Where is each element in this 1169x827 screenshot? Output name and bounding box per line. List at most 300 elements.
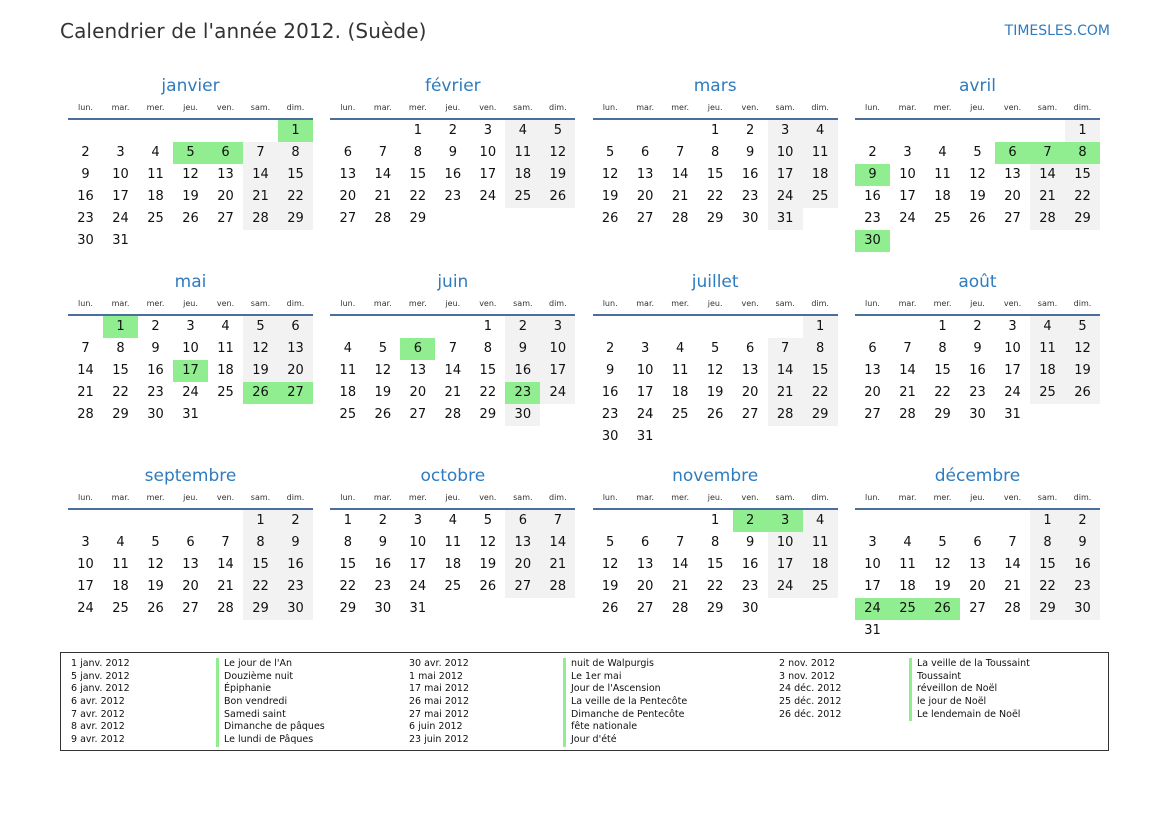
weekday-label: ven.	[479, 492, 497, 502]
day-cell: 14	[540, 532, 575, 554]
day-cell: 12	[243, 338, 278, 360]
day-cell: 3	[186, 319, 195, 334]
empty-cell	[173, 510, 208, 532]
page-title: Calendrier de l'année 2012. (Suède)	[60, 19, 427, 43]
weekday-header	[330, 292, 575, 316]
day-grid	[593, 120, 838, 230]
day-grid	[330, 316, 575, 426]
weekday-label: jeu.	[183, 492, 198, 502]
holiday-names-column	[909, 658, 1030, 721]
weekday-label: ven.	[216, 102, 235, 112]
day-cell: 27	[182, 601, 199, 616]
day-cell: 22	[934, 385, 951, 400]
weekday-label: ven.	[1003, 492, 1022, 502]
day-cell: 29	[934, 407, 951, 422]
day-cell: 23	[741, 579, 759, 594]
day-cell: 6	[505, 510, 540, 532]
day-cell: 16	[374, 557, 392, 572]
day-cell: 9	[151, 341, 160, 356]
holiday-date: 3 nov. 2012	[779, 670, 835, 682]
day-cell: 29	[479, 407, 497, 422]
day-cell: 21	[1030, 186, 1065, 208]
day-cell: 8	[413, 145, 422, 160]
weekday-label: mar.	[373, 492, 392, 502]
day-cell: 17	[479, 167, 497, 182]
day-cell: 2	[151, 319, 160, 334]
day-cell: 17	[1004, 363, 1021, 378]
day-cell: 14	[1004, 557, 1021, 572]
day-cell: 9	[505, 338, 540, 360]
day-cell: 22	[706, 189, 724, 204]
weekday-label: jeu.	[707, 102, 723, 112]
day-cell: 8	[1030, 532, 1065, 554]
day-cell: 2	[973, 319, 982, 334]
day-cell: 28	[243, 208, 278, 230]
holiday-name: Bon vendredi	[216, 696, 325, 709]
weekday-label: lun.	[340, 298, 356, 308]
weekday-label: sam.	[775, 298, 795, 308]
day-cell: 18	[147, 189, 164, 204]
day-cell: 12	[706, 363, 724, 378]
weekday-label: mer.	[933, 102, 952, 112]
day-grid	[330, 120, 575, 230]
holiday-date: 24 déc. 2012	[779, 683, 842, 695]
weekday-label: sam.	[775, 492, 795, 502]
day-cell: 26	[540, 186, 575, 208]
day-cell: 15	[409, 167, 427, 182]
day-cell: 31	[409, 601, 427, 616]
day-cell: 28	[768, 404, 803, 426]
holiday-day-cell: 8	[1065, 142, 1100, 164]
day-cell: 22	[243, 576, 278, 598]
day-cell: 20	[864, 385, 881, 400]
day-cell: 9	[973, 341, 982, 356]
day-cell: 20	[182, 579, 199, 594]
day-cell: 8	[483, 341, 492, 356]
day-cell: 10	[768, 142, 803, 164]
holiday-name: La veille de la Pentecôte	[563, 696, 687, 709]
day-cell: 1	[1030, 510, 1065, 532]
empty-cell	[925, 510, 960, 532]
day-cell: 11	[217, 341, 234, 356]
day-cell: 28	[1004, 601, 1021, 616]
month-septembre	[68, 466, 313, 660]
holiday-name: fête nationale	[563, 721, 687, 734]
day-cell: 8	[278, 142, 313, 164]
day-cell: 15	[243, 554, 278, 576]
day-cell: 18	[444, 557, 462, 572]
day-cell: 12	[479, 535, 497, 550]
day-cell: 29	[803, 404, 838, 426]
day-cell: 22	[278, 186, 313, 208]
holiday-day-cell: 26	[243, 382, 278, 404]
day-cell: 2	[746, 123, 755, 138]
holiday-name: La veille de la Toussaint	[909, 658, 1030, 671]
day-cell: 3	[116, 145, 125, 160]
day-cell: 2	[868, 145, 877, 160]
day-cell: 29	[339, 601, 357, 616]
day-cell: 24	[540, 382, 575, 404]
weekday-label: sam.	[250, 298, 271, 308]
day-grid	[330, 510, 575, 620]
day-cell: 24	[112, 211, 129, 226]
day-cell: 23	[741, 189, 759, 204]
day-cell: 24	[636, 407, 654, 422]
day-cell: 6	[343, 145, 352, 160]
weekday-label: lun.	[602, 102, 618, 112]
day-grid	[68, 120, 313, 252]
empty-cell	[330, 316, 365, 338]
holiday-day-cell: 6	[400, 338, 435, 360]
holiday-name: Douzième nuit	[216, 671, 325, 684]
weekday-label: dim.	[549, 102, 567, 112]
day-cell: 11	[444, 535, 462, 550]
holiday-day-cell: 2	[733, 510, 768, 532]
day-cell: 19	[147, 579, 164, 594]
weekday-label: mer.	[933, 492, 952, 502]
weekday-label: mar.	[373, 102, 392, 112]
day-cell: 13	[969, 557, 986, 572]
holiday-date: 23 juin 2012	[409, 734, 469, 746]
holiday-date: 26 déc. 2012	[779, 708, 842, 720]
weekday-label: lun.	[602, 492, 618, 502]
holiday-date: 30 avr. 2012	[409, 658, 469, 669]
weekday-label: mer.	[146, 102, 165, 112]
weekday-label: mar.	[636, 298, 655, 308]
day-cell: 27	[339, 211, 357, 226]
day-cell: 15	[339, 557, 357, 572]
day-cell: 15	[1065, 164, 1100, 186]
day-cell: 25	[112, 601, 129, 616]
weekday-label: ven.	[479, 102, 497, 112]
day-cell: 19	[1065, 360, 1100, 382]
day-cell: 21	[217, 579, 234, 594]
weekday-label: jeu.	[707, 298, 723, 308]
day-cell: 20	[1004, 189, 1021, 204]
weekday-label: mar.	[898, 102, 917, 112]
day-cell: 22	[479, 385, 497, 400]
holiday-name: Dimanche de Pentecôte	[563, 709, 687, 722]
day-cell: 18	[112, 579, 129, 594]
holiday-date: 1 mai 2012	[409, 670, 463, 682]
weekday-header	[855, 486, 1100, 510]
day-cell: 24	[768, 576, 803, 598]
day-cell: 7	[676, 535, 685, 550]
day-cell: 25	[217, 385, 234, 400]
day-cell: 22	[409, 189, 427, 204]
day-cell: 15	[479, 363, 497, 378]
empty-cell	[663, 316, 698, 338]
day-cell: 26	[479, 579, 497, 594]
weekday-label: mer.	[671, 298, 690, 308]
day-cell: 21	[1004, 579, 1021, 594]
weekday-label: ven.	[1003, 102, 1022, 112]
day-cell: 3	[768, 120, 803, 142]
day-cell: 6	[278, 316, 313, 338]
day-cell: 20	[409, 385, 427, 400]
day-cell: 25	[803, 186, 838, 208]
day-cell: 11	[934, 167, 951, 182]
month-novembre	[593, 466, 838, 660]
day-cell: 18	[899, 579, 916, 594]
day-cell: 10	[636, 363, 654, 378]
day-cell: 16	[278, 554, 313, 576]
day-cell: 27	[741, 407, 759, 422]
day-cell: 16	[601, 385, 619, 400]
day-cell: 25	[147, 211, 164, 226]
day-cell: 17	[409, 557, 427, 572]
day-cell: 7	[1008, 535, 1017, 550]
weekday-label: jeu.	[445, 298, 461, 308]
month-name: janvier	[161, 76, 220, 96]
day-cell: 13	[1004, 167, 1021, 182]
day-cell: 6	[868, 341, 877, 356]
holiday-name: Le lundi de Pâques	[216, 734, 325, 747]
holiday-day-cell: 5	[173, 142, 208, 164]
weekday-label: mer.	[408, 102, 427, 112]
day-cell: 11	[803, 532, 838, 554]
empty-cell	[138, 120, 173, 142]
day-cell: 30	[969, 407, 986, 422]
day-cell: 28	[77, 407, 94, 422]
holiday-name: Jour de l'Ascension	[563, 683, 687, 696]
empty-cell	[593, 510, 628, 532]
day-cell: 11	[1030, 338, 1065, 360]
day-cell: 19	[969, 189, 986, 204]
day-cell: 20	[339, 189, 357, 204]
weekday-label: lun.	[78, 102, 93, 112]
weekday-label: dim.	[549, 492, 567, 502]
day-cell: 21	[899, 385, 916, 400]
day-cell: 19	[374, 385, 392, 400]
weekday-label: ven.	[216, 492, 235, 502]
holiday-day-cell: 26	[925, 598, 960, 620]
day-cell: 26	[374, 407, 392, 422]
day-cell: 9	[448, 145, 457, 160]
day-cell: 6	[746, 341, 755, 356]
day-cell: 30	[77, 233, 94, 248]
day-cell: 20	[505, 554, 540, 576]
day-cell: 22	[803, 382, 838, 404]
day-cell: 20	[969, 579, 986, 594]
day-cell: 14	[444, 363, 462, 378]
day-cell: 15	[706, 167, 724, 182]
weekday-header	[593, 292, 838, 316]
weekday-header	[593, 96, 838, 120]
weekday-label: mar.	[898, 298, 917, 308]
weekday-label: jeu.	[445, 492, 461, 502]
day-cell: 6	[186, 535, 195, 550]
month-name: février	[424, 76, 481, 96]
day-cell: 15	[706, 557, 724, 572]
weekday-label: dim.	[286, 492, 305, 502]
day-cell: 7	[81, 341, 90, 356]
holiday-date: 5 janv. 2012	[71, 670, 130, 682]
weekday-label: dim.	[811, 298, 829, 308]
day-cell: 15	[112, 363, 129, 378]
day-cell: 29	[706, 601, 724, 616]
day-cell: 22	[1065, 186, 1100, 208]
day-cell: 4	[803, 120, 838, 142]
day-cell: 16	[77, 189, 94, 204]
holiday-date: 7 avr. 2012	[71, 708, 125, 720]
day-cell: 7	[676, 145, 685, 160]
day-cell: 3	[641, 341, 650, 356]
weekday-label: dim.	[1073, 102, 1092, 112]
month-avril	[855, 76, 1100, 272]
day-cell: 18	[803, 164, 838, 186]
weekday-label: dim.	[811, 102, 829, 112]
empty-cell	[208, 120, 243, 142]
day-cell: 13	[636, 167, 654, 182]
weekday-label: dim.	[286, 102, 305, 112]
day-cell: 1	[343, 513, 352, 528]
day-cell: 17	[864, 579, 881, 594]
empty-cell	[243, 120, 278, 142]
day-cell: 28	[1030, 208, 1065, 230]
day-cell: 15	[934, 363, 951, 378]
day-cell: 25	[444, 579, 462, 594]
day-cell: 18	[803, 554, 838, 576]
day-cell: 21	[77, 385, 94, 400]
month-name: juillet	[691, 272, 739, 292]
day-grid	[855, 120, 1100, 252]
day-cell: 5	[606, 535, 615, 550]
day-cell: 6	[641, 535, 650, 550]
day-cell: 7	[540, 510, 575, 532]
day-cell: 14	[217, 557, 234, 572]
day-cell: 27	[505, 576, 540, 598]
day-cell: 8	[343, 535, 352, 550]
day-cell: 17	[768, 164, 803, 186]
day-cell: 31	[864, 623, 881, 638]
month-juin	[330, 272, 575, 466]
empty-cell	[855, 316, 890, 338]
day-cell: 20	[741, 385, 759, 400]
holiday-day-cell: 30	[855, 230, 890, 252]
day-cell: 1	[803, 316, 838, 338]
day-cell: 4	[1030, 316, 1065, 338]
day-cell: 31	[1004, 407, 1021, 422]
day-cell: 1	[711, 123, 720, 138]
holiday-day-cell: 6	[995, 142, 1030, 164]
empty-cell	[593, 316, 628, 338]
day-cell: 19	[540, 164, 575, 186]
empty-cell	[995, 510, 1030, 532]
holiday-date: 6 avr. 2012	[71, 696, 125, 708]
day-cell: 29	[706, 211, 724, 226]
day-cell: 3	[1008, 319, 1017, 334]
day-cell: 12	[540, 142, 575, 164]
day-cell: 10	[540, 338, 575, 360]
day-cell: 9	[378, 535, 387, 550]
holiday-date: 27 mai 2012	[409, 708, 470, 720]
day-cell: 16	[444, 167, 462, 182]
day-cell: 16	[505, 360, 540, 382]
empty-cell	[628, 510, 663, 532]
day-cell: 4	[116, 535, 125, 550]
weekday-label: sam.	[250, 492, 271, 502]
month-name: octobre	[420, 466, 486, 486]
weekday-label: sam.	[1037, 102, 1058, 112]
weekday-label: mer.	[146, 298, 165, 308]
day-cell: 2	[1065, 510, 1100, 532]
holiday-day-cell: 27	[278, 382, 313, 404]
day-grid	[593, 510, 838, 620]
day-cell: 23	[77, 211, 94, 226]
day-cell: 24	[1004, 385, 1021, 400]
day-cell: 10	[864, 557, 881, 572]
day-cell: 26	[182, 211, 199, 226]
brand-link[interactable]: TIMESLES.COM	[1004, 23, 1110, 39]
month-mars	[593, 76, 838, 272]
day-cell: 29	[409, 211, 427, 226]
empty-cell	[698, 316, 733, 338]
day-cell: 24	[182, 385, 199, 400]
day-cell: 14	[77, 363, 94, 378]
holiday-day-cell: 25	[890, 598, 925, 620]
weekday-label: mar.	[111, 492, 130, 502]
calendar-grid	[68, 76, 1100, 660]
day-cell: 8	[243, 532, 278, 554]
day-cell: 4	[505, 120, 540, 142]
day-cell: 18	[505, 164, 540, 186]
holiday-date: 8 avr. 2012	[71, 721, 125, 733]
holiday-day-cell: 9	[855, 164, 890, 186]
day-cell: 5	[483, 513, 492, 528]
day-cell: 20	[217, 189, 234, 204]
holiday-name: Jour d'été	[563, 734, 687, 747]
day-cell: 14	[899, 363, 916, 378]
day-cell: 23	[601, 407, 619, 422]
day-cell: 3	[540, 316, 575, 338]
day-cell: 5	[711, 341, 720, 356]
day-cell: 31	[112, 233, 129, 248]
day-cell: 30	[741, 211, 759, 226]
day-cell: 27	[1004, 211, 1021, 226]
day-cell: 9	[278, 532, 313, 554]
day-cell: 30	[505, 404, 540, 426]
day-cell: 27	[409, 407, 427, 422]
empty-cell	[103, 120, 138, 142]
day-cell: 4	[938, 145, 947, 160]
empty-cell	[68, 316, 103, 338]
weekday-label: ven.	[741, 492, 759, 502]
day-cell: 29	[1065, 208, 1100, 230]
day-cell: 8	[116, 341, 125, 356]
holiday-date: 25 déc. 2012	[779, 696, 842, 708]
empty-cell	[628, 120, 663, 142]
month-name: août	[958, 272, 997, 292]
day-cell: 23	[1065, 576, 1100, 598]
weekday-label: ven.	[741, 102, 759, 112]
day-cell: 12	[147, 557, 164, 572]
day-cell: 13	[409, 363, 427, 378]
empty-cell	[365, 120, 400, 142]
empty-cell	[400, 316, 435, 338]
weekday-label: sam.	[1037, 492, 1058, 502]
empty-cell	[995, 120, 1030, 142]
day-cell: 18	[671, 385, 689, 400]
day-cell: 13	[741, 363, 759, 378]
day-cell: 5	[1065, 316, 1100, 338]
weekday-label: mar.	[636, 102, 655, 112]
day-cell: 14	[671, 167, 689, 182]
holiday-date: 26 mai 2012	[409, 696, 470, 708]
day-cell: 29	[243, 598, 278, 620]
day-cell: 4	[676, 341, 685, 356]
day-cell: 25	[339, 407, 357, 422]
